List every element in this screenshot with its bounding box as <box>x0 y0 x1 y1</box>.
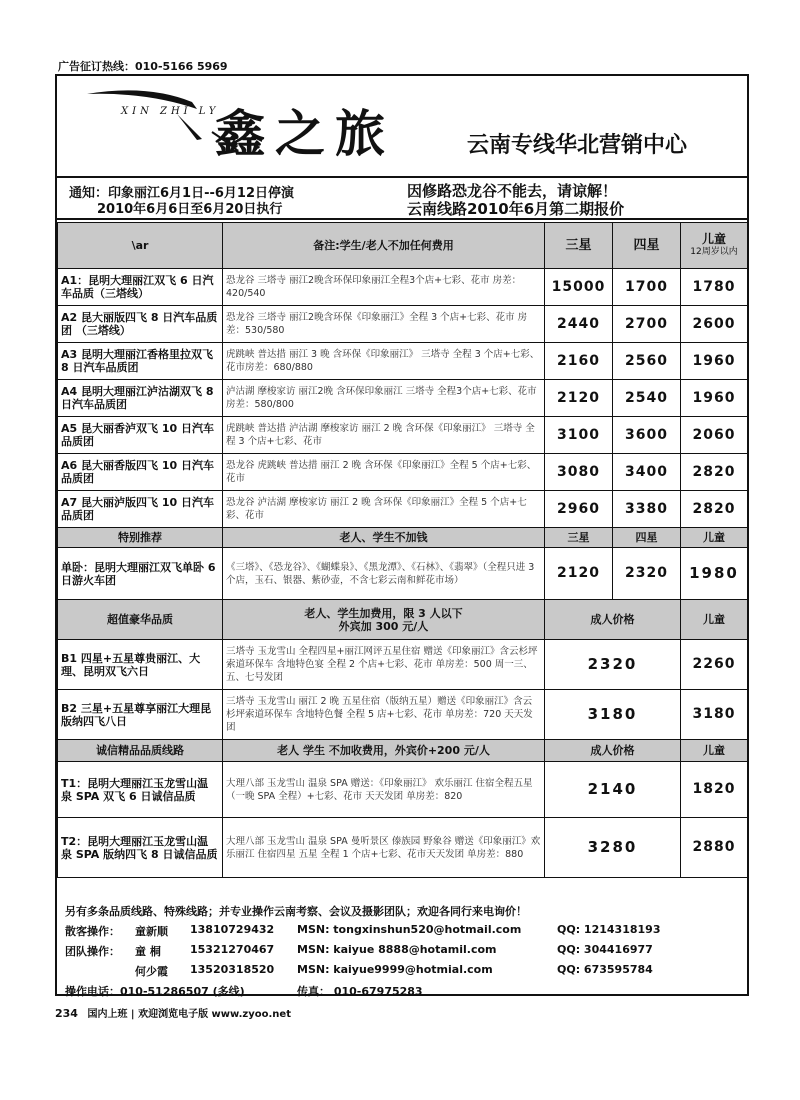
price-kid: 1960 <box>681 380 748 417</box>
table-row <box>58 818 748 878</box>
contact-qq: QQ: 673595784 <box>557 963 653 976</box>
route-name: A2 昆大丽版四飞 8 日汽车品质团 （三塔线） <box>58 306 223 343</box>
luxury-cond <box>223 600 545 640</box>
price-4star: 3400 <box>613 454 681 491</box>
price-kid: 1960 <box>681 343 748 380</box>
contact-msn: MSN: kaiyue 8888@hotamil.com <box>297 943 497 956</box>
route-name: A7 昆大丽泸版四飞 10 日汽车品质团 <box>58 491 223 528</box>
quality-title: 诚信精品品质线路 <box>58 740 223 762</box>
price-3star: 2960 <box>545 491 613 528</box>
ad-hotline: 广告征订热线：010-5166 5969 <box>58 60 228 73</box>
quality-kid-label: 儿童 <box>681 740 748 762</box>
header <box>57 76 747 176</box>
price-adult: 2320 <box>545 640 681 690</box>
luxury-cond-line-1: 老人、学生加费用，限 3 人以下 <box>304 606 463 620</box>
special-4star-label: 四星 <box>613 528 681 548</box>
route-note: 恐龙谷 三塔寺 丽江2晚含环保《印象丽江》全程 3 个店+七彩、花市 房差：530/580 <box>223 306 545 343</box>
quality-header-row <box>58 740 748 762</box>
special-kid-label: 儿童 <box>681 528 748 548</box>
contact-msn: MSN: kaiyue9999@hotmial.com <box>297 963 493 976</box>
notice-line-4: 云南线路2010年6月第二期报价 <box>407 200 625 218</box>
price-3star: 15000 <box>545 269 613 306</box>
header-3star: 三星 <box>545 223 613 269</box>
header-kid <box>681 223 748 269</box>
route-note: 虎跳峡 普达措 泸沽湖 摩梭家访 丽江 2 晚 含环保《印象丽江》 三塔寺 全程 3 个店+七彩、花市 <box>223 417 545 454</box>
contact-msn: MSN: tongxinshun520@hotmail.com <box>297 923 522 936</box>
price-4star: 2540 <box>613 380 681 417</box>
route-note: 虎跳峡 普达措 丽江 3 晚 含环保《印象丽江》 三塔寺 全程 3 个店+七彩、花市房差：680/880 <box>223 343 545 380</box>
header-kid-age: 12周岁以内 <box>690 246 738 257</box>
contact-row <box>65 921 745 941</box>
contact-name: 童 桐 <box>135 945 161 958</box>
notice-bar <box>57 176 747 220</box>
table-row <box>58 762 748 818</box>
header-4star: 四星 <box>613 223 681 269</box>
special-header-row <box>58 528 748 548</box>
quality-cond: 老人 学生 不加收费用，外宾价+200 元/人 <box>223 740 545 762</box>
contact-phone: 13520318520 <box>190 963 275 976</box>
contact-block <box>65 901 745 1001</box>
route-note: 大理八部 玉龙雪山 温泉 SPA 赠送：《印象丽江》 欢乐丽江 住宿全程五星（一晚 SPA 全程）+七彩、花市 天天发团 单房差：820 <box>223 762 545 818</box>
notice-line-3: 因修路恐龙谷不能去，请谅解！ <box>407 182 618 200</box>
table-row <box>58 454 748 491</box>
luxury-kid-label: 儿童 <box>681 600 748 640</box>
route-note: 恐龙谷 虎跳峡 普达措 丽江 2 晚 含环保《印象丽江》全程 5 个店+七彩、花市 <box>223 454 545 491</box>
price-kid: 2060 <box>681 417 748 454</box>
price-adult: 3180 <box>545 690 681 740</box>
luxury-adult-label: 成人价格 <box>545 600 681 640</box>
logo-latin: XIN ZHI LY <box>121 106 220 117</box>
contact-intro-row <box>65 901 745 921</box>
route-note: 恐龙谷 泸沽湖 摩梭家访 丽江 2 晚 含环保《印象丽江》全程 5 个店+七彩、花市 <box>223 491 545 528</box>
price-kid: 2820 <box>681 491 748 528</box>
table-row <box>58 548 748 600</box>
page-number: 234 <box>55 1007 78 1020</box>
table-row <box>58 343 748 380</box>
price-4star: 2700 <box>613 306 681 343</box>
route-name: A5 昆大丽香泸双飞 10 日汽车品质团 <box>58 417 223 454</box>
price-kid: 2820 <box>681 454 748 491</box>
price-kid: 1820 <box>681 762 748 818</box>
table-row <box>58 306 748 343</box>
price-4star: 3600 <box>613 417 681 454</box>
table-row <box>58 417 748 454</box>
route-name: A3 昆明大理丽江香格里拉双飞 8 日汽车品质团 <box>58 343 223 380</box>
route-note: 三塔寺 玉龙雪山 丽江 2 晚 五星住宿（版纳五星）赠送《印象丽江》含云杉坪索道环保车 含地特色餐 全程 5 店+七彩、花市 单房差：720 天天发团 <box>223 690 545 740</box>
route-note: 泸沽湖 摩梭家访 丽江2晚 含环保印象丽江 三塔寺 全程3个店+七彩、花市 房差：580/800 <box>223 380 545 417</box>
contact-office-row <box>65 981 745 1001</box>
route-name: T2：昆明大理丽江玉龙雪山温泉 SPA 版纳四飞 8 日诚信品质 <box>58 818 223 878</box>
header-note: 备注:学生/老人不加任何费用 <box>223 223 545 269</box>
brand-name: 鑫之旅 <box>215 104 395 163</box>
table-header-row <box>58 223 748 269</box>
special-3star-label: 三星 <box>545 528 613 548</box>
notice-line-2: 2010年6月6日至6月20日执行 <box>97 202 283 217</box>
table-row <box>58 491 748 528</box>
route-note: 大理八部 玉龙雪山 温泉 SPA 曼听景区 傣族园 野象谷 赠送《印象丽江》欢乐丽江 住宿四星 五星 全程 1 个店+七彩、花市天天发团 单房差：880 <box>223 818 545 878</box>
price-kid: 2260 <box>681 640 748 690</box>
price-table <box>57 222 748 878</box>
price-3star: 2160 <box>545 343 613 380</box>
office-phone: 操作电话：010-51286507 (多线) <box>65 985 245 998</box>
ad-frame <box>55 74 749 996</box>
table-row <box>58 640 748 690</box>
price-adult: 2140 <box>545 762 681 818</box>
route-name: A6 昆大丽香版四飞 10 日汽车品质团 <box>58 454 223 491</box>
price-3star: 2440 <box>545 306 613 343</box>
contact-name: 童新顺 <box>135 925 168 938</box>
footer-text: 国内上班 | 欢迎浏览电子版 www.zyoo.net <box>87 1009 291 1020</box>
price-kid: 2880 <box>681 818 748 878</box>
route-note: 《三塔》、《恐龙谷》、《蝴蝶泉》、《黑龙潭》、《石林》、《翡翠》（全程只进 3 个店，玉石、银器、紫砂壶，不含七彩云南和鲜花市场） <box>223 548 545 600</box>
price-4star: 2560 <box>613 343 681 380</box>
contact-row <box>65 941 745 961</box>
table-row <box>58 269 748 306</box>
route-name: B1 四星+五星尊贵丽江、大理、昆明双飞六日 <box>58 640 223 690</box>
luxury-header-row <box>58 600 748 640</box>
price-4star: 2320 <box>613 548 681 600</box>
price-adult: 3280 <box>545 818 681 878</box>
contact-role: 散客操作： <box>65 925 120 938</box>
contact-qq: QQ: 304416977 <box>557 943 653 956</box>
price-3star: 3080 <box>545 454 613 491</box>
contact-qq: QQ: 1214318193 <box>557 923 661 936</box>
route-name: A4 昆明大理丽江泸沽湖双飞 8 日汽车品质团 <box>58 380 223 417</box>
table-row <box>58 380 748 417</box>
route-name: A1：昆明大理丽江双飞 6 日汽车品质（三塔线） <box>58 269 223 306</box>
price-kid: 3180 <box>681 690 748 740</box>
price-3star: 2120 <box>545 548 613 600</box>
contact-intro: 另有多条品质线路、特殊线路；并专业操作云南考察、会议及摄影团队；欢迎各同行来电询价！ <box>65 905 527 918</box>
fax: 传真： 010-67975283 <box>297 985 423 998</box>
contact-phone: 15321270467 <box>190 943 275 956</box>
contact-row <box>65 961 745 981</box>
special-title: 特别推荐 <box>58 528 223 548</box>
header-route: \ar <box>58 223 223 269</box>
quality-adult-label: 成人价格 <box>545 740 681 762</box>
price-kid: 1980 <box>681 548 748 600</box>
luxury-title: 超值豪华品质 <box>58 600 223 640</box>
contact-name: 何少霞 <box>135 965 168 978</box>
route-name: 单卧：昆明大理丽江双飞单卧 6 日游火车团 <box>58 548 223 600</box>
header-kid-label: 儿童 <box>701 231 726 246</box>
brand-subtitle: 云南专线华北营销中心 <box>467 133 688 158</box>
notice-line-1: 通知：印象丽江6月1日--6月12日停演 <box>69 186 295 201</box>
luxury-cond-line-2: 外宾加 300 元/人 <box>338 619 429 633</box>
price-3star: 2120 <box>545 380 613 417</box>
route-note: 恐龙谷 三塔寺 丽江2晚含环保印象丽江全程3个店+七彩、花市 房差：420/540 <box>223 269 545 306</box>
contact-phone: 13810729432 <box>190 923 275 936</box>
page-footer <box>55 1005 291 1020</box>
special-cond: 老人、学生不加钱 <box>223 528 545 548</box>
route-name: B2 三星+五星尊享丽江大理昆版纳四飞八日 <box>58 690 223 740</box>
price-4star: 1700 <box>613 269 681 306</box>
route-note: 三塔寺 玉龙雪山 全程四星+丽江网评五星住宿 赠送《印象丽江》含云杉坪索道环保车 含地特色宴 全程 2 个店+七彩、花市 单房差：500 周一三、五、七号发团 <box>223 640 545 690</box>
contact-role: 团队操作： <box>65 945 120 958</box>
route-name: T1：昆明大理丽江玉龙雪山温泉 SPA 双飞 6 日诚信品质 <box>58 762 223 818</box>
table-row <box>58 690 748 740</box>
price-3star: 3100 <box>545 417 613 454</box>
price-kid: 1780 <box>681 269 748 306</box>
price-kid: 2600 <box>681 306 748 343</box>
price-4star: 3380 <box>613 491 681 528</box>
